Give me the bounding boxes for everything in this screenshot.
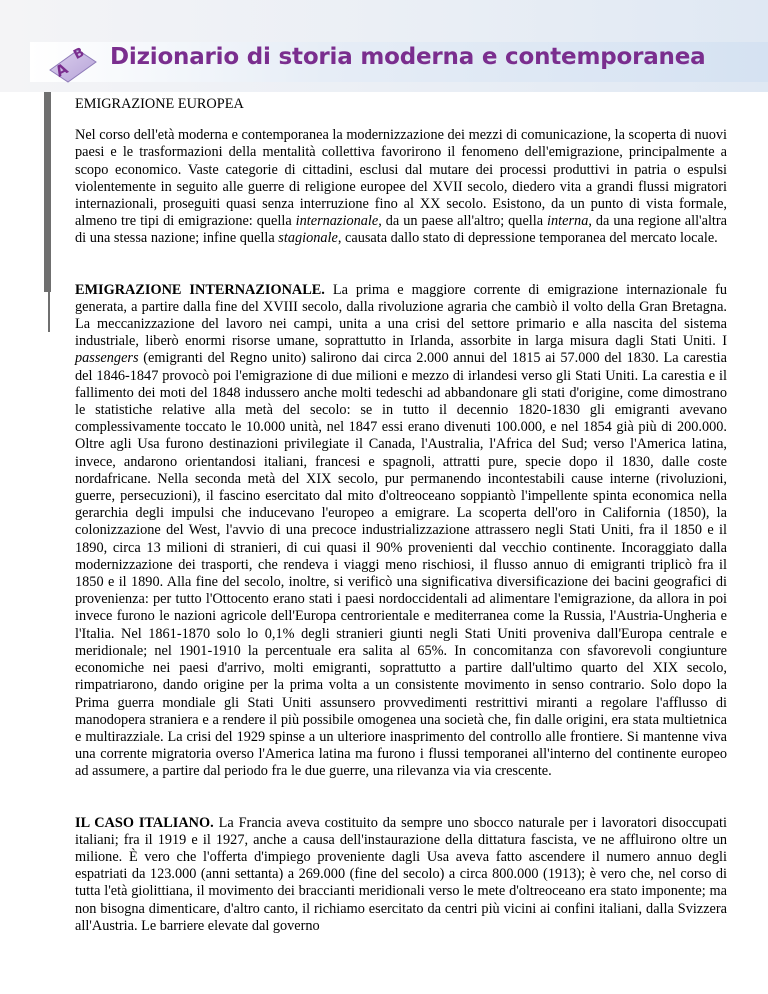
header-title: Dizionario di storia moderna e contemporanea bbox=[110, 44, 706, 70]
section-text: La prima e maggiore corrente di emigrazione internazionale fu generata, a partire dalla fine del XVIII secolo, dalla rivoluzione agraria che cambiò il volto della Gran Bretagna. La meccanizzazione del lavoro nei campi, unita a una crisi del settore primario e alla nascita del sistema industriale, liberò enormi risorse umane, soprattutto in Irlanda, assorbite in larga misura dagli Stati Uniti. I bbox=[75, 281, 727, 350]
intro-text-1: Nel corso dell'età moderna e contemporanea la modernizzazione dei mezzi di comunicazione, la scoperta di nuovi paesi e le trasformazioni della mentalità collettiva favorirono il fenomeno dell'emigrazione, principalmente a scopo economico. Vaste categorie di cittadini, esclusi dal mutare dei processi produttivi in patria o espulsi violentemente in seguito alle guerre di religione europee del XVII secolo, diedero vita a grandi flussi migratori internazionali, proseguiti quasi senza interruzione fino al XX secolo. Esistono, da un punto di vista formale, almeno tre tipi di emigrazione: quella bbox=[75, 127, 728, 230]
section-text: (emigranti del Regno unito) salirono dai circa 2.000 annui del 1815 ai 57.000 del 1830. La carestia del 1846-1847 provocò poi l'emigrazione di due milioni e mezzo di irlandesi verso gli Stati Uniti. La carestia e il fallimento dei moti del 1848 indussero anche molti tedeschi ad abbandonare gli stati d'origine, come dimostrano le statistiche relative alla metà del secolo: se in tutto il decennio 1820-1830 gli emigranti avevano complessivamente toccato le 10.000 unità, nel 1847 essi erano divenuti 100.000, e nel 1854 già più di 200.000. Oltre agli Usa furono destinazioni privilegiate il Canada, l'Australia, l'Africa del Sud; verso l'America latina, invece, andarono orientandosi italiani, francesi e spagnoli, attratti pure, specie dopo il 1830, dalle coste nordafricane. Nella seconda metà del XIX secolo, pur permanendo incontestabili cause interne (rivoluzioni, guerre, persecuzioni), il fascino esercitato dal mito d'oltreoceano soppiantò l'impellente spinta economica nella gerarchia degli impulsi che inducevano l'europeo a emigrare. La scoperta dell'oro in California (1850), la colonizzazione del West, l'avvio di una precoce industrializzazione attrassero negli Stati Uniti, fra il 1850 e il 1890, circa 13 milioni di stranieri, di cui quasi il 90% provenienti dal vecchio continente. Incoraggiato dalla modernizzazione dei trasporti, che rendeva i viaggi meno rischiosi, il flusso annuo di emigranti triplicò fra il 1850 e il 1890. Alla fine del secolo, inoltre, si verificò una significativa diversificazione dei bacini geografici di provenienza: per tutto l'Ottocento erano stati i paesi nordoccidentali ad alimentare l'emigrazione, da allora in poi invece furono le nazioni agricole dell'Europa centrorientale e mediterranea come la Russia, l'Austria-Ungheria e l'Italia. Nel 1861-1870 solo lo 0,1% degli stranieri giunti negli Stati Uniti proveniva dall'Europa centrale e meridionale; nel 1901-1910 la percentuale era salita al 65%. In concomitanza con sfavorevoli congiunture economiche nei paesi d'arrivo, molti emigranti, soprattutto a partire dall'ultimo quarto del XIX secolo, rimpatriarono, dando origine per la prima volta a un consistente movimento in senso contrario. Solo dopo la Prima guerra mondiale gli Stati Uniti assunsero provvedimenti restrittivi miranti a regolare l'afflusso di manodopera straniera e a rendere il più possibile omogenea una società che, fin dalle origini, era stata multietnica e multirazziale. La crisi del 1929 spinse a un ulteriore inasprimento del controllo alle frontiere. Si mantenne viva una corrente migratoria overso l'America latina ma furono i flussi temporanei all'interno del continente europeo ad assumere, a partire dal periodo fra le due guerre, una rilevanza via via crescente. bbox=[75, 350, 727, 780]
left-accent-bar bbox=[44, 92, 51, 292]
section-caso-italiano bbox=[75, 815, 727, 935]
article-title: EMIGRAZIONE EUROPEA bbox=[75, 96, 244, 112]
term-interna: interna bbox=[547, 213, 589, 230]
article-body bbox=[75, 96, 727, 949]
term-internazionale: internazionale bbox=[295, 213, 379, 230]
section-heading: EMIGRAZIONE INTERNAZIONALE. bbox=[75, 281, 325, 298]
dictionary-logo-icon bbox=[44, 40, 102, 86]
intro-text-2: , da un paese all'altro; quella bbox=[378, 213, 548, 230]
left-accent-line bbox=[48, 292, 50, 332]
section-text: La Francia aveva costituito da sempre uno sbocco naturale per i lavoratori disoccupati italiani; fra il 1919 e il 1927, anche a causa dell'instaurazione della dittatura fascista, ve ne affluirono oltre un milione. È vero che l'offerta d'impiego proveniente dagli Usa aveva fatto ascendere il numero annuo degli espatriati da 123.000 (anni settanta) a 269.000 (fine del secolo) a circa 800.000 (1913); è vero che, nel corso di tutta l'età giolittiana, il movimento dei braccianti meridionali verso le mete d'oltreoceano era stato imponente; ma non bisogna dimenticare, d'altro canto, il richiamo esercitato da centri più vicini ai confini italiani, dalla Svizzera all'Austria. Le barriere elevate dal governo bbox=[75, 814, 727, 934]
intro-text-3: , da una regione all'altra di una stessa nazione; infine quella bbox=[75, 213, 728, 247]
section-heading: IL CASO ITALIANO. bbox=[75, 814, 214, 831]
header-banner bbox=[0, 0, 768, 92]
term-stagionale: stagionale bbox=[278, 230, 338, 247]
intro-text-4: , causata dallo stato di depressione temporanea del mercato locale. bbox=[337, 230, 718, 247]
svg-text:A: A bbox=[52, 59, 71, 81]
term-passengers: passengers bbox=[75, 350, 139, 367]
svg-text:B: B bbox=[71, 45, 87, 63]
section-emigrazione-internazionale bbox=[75, 282, 727, 781]
intro-paragraph bbox=[75, 127, 727, 247]
